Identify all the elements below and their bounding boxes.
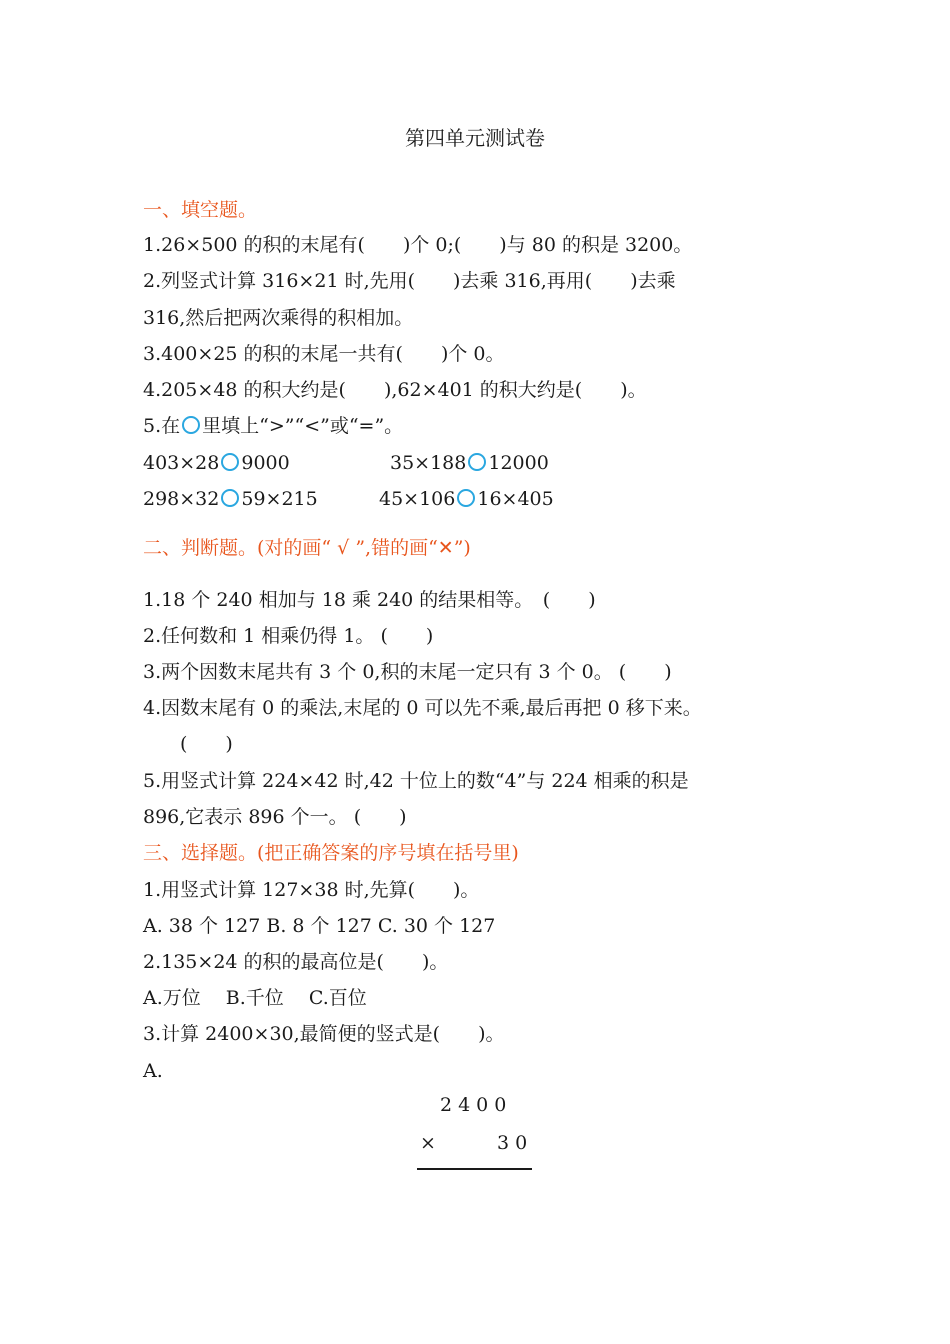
- fill-question-3: 3.400×25 的积的末尾一共有( )个 0。: [143, 343, 505, 365]
- answer-circle-icon[interactable]: [221, 489, 239, 507]
- vertical-multiplier: 30: [497, 1132, 534, 1154]
- vertical-multiplicand: 2400: [440, 1094, 513, 1116]
- choice-question-3: 3.计算 2400×30,最简便的竖式是( )。: [143, 1023, 505, 1045]
- comparison-1-left: 403×28: [143, 452, 220, 474]
- vertical-times-sign: ×: [420, 1132, 442, 1154]
- section-fill-heading: 一、填空题。: [143, 199, 258, 221]
- answer-circle-icon[interactable]: [457, 489, 475, 507]
- judge-question-2: 2.任何数和 1 相乘仍得 1。 ( ): [143, 625, 434, 647]
- comparison-1: [143, 450, 290, 476]
- choice-question-3-option-a: A.: [143, 1060, 163, 1082]
- comparison-1-right: 9000: [241, 452, 290, 474]
- comparison-2: [390, 450, 549, 476]
- page-title: 第四单元测试卷: [405, 126, 545, 150]
- judge-question-5-line-1: 5.用竖式计算 224×42 时,42 十位上的数“4”与 224 相乘的积是: [143, 770, 689, 792]
- vertical-underline: [417, 1168, 532, 1170]
- section-judge-heading: 二、判断题。(对的画“ √ ”,错的画“✕”): [143, 537, 471, 559]
- judge-question-1: 1.18 个 240 相加与 18 乘 240 的结果相等。 ( ): [143, 589, 596, 611]
- section-choice-heading: 三、选择题。(把正确答案的序号填在括号里): [143, 842, 519, 864]
- judge-question-4-answer-paren: ( ): [180, 733, 233, 755]
- comparison-4-left: 45×106: [379, 488, 456, 510]
- answer-circle-icon[interactable]: [468, 453, 486, 471]
- comparison-3: [143, 486, 318, 512]
- judge-question-3: 3.两个因数末尾共有 3 个 0,积的末尾一定只有 3 个 0。 ( ): [143, 661, 672, 683]
- comparison-3-right: 59×215: [241, 488, 318, 510]
- fill-question-4: 4.205×48 的积大约是( ),62×401 的积大约是( )。: [143, 379, 647, 401]
- choice-question-1-options: A. 38 个 127 B. 8 个 127 C. 30 个 127: [143, 915, 496, 937]
- choice-question-2-options: A.万位 B.千位 C.百位: [143, 987, 367, 1009]
- fill-question-1: 1.26×500 的积的末尾有( )个 0;( )与 80 的积是 3200。: [143, 234, 693, 256]
- choice-question-2: 2.135×24 的积的最高位是( )。: [143, 951, 449, 973]
- fill-question-5-prefix: 5.在: [143, 415, 181, 437]
- choice-question-1: 1.用竖式计算 127×38 时,先算( )。: [143, 879, 480, 901]
- fill-question-2-line-2: 316,然后把两次乘得的积相加。: [143, 307, 414, 329]
- comparison-4-right: 16×405: [477, 488, 554, 510]
- comparison-3-left: 298×32: [143, 488, 220, 510]
- comparison-2-right: 12000: [488, 452, 549, 474]
- fill-question-5-suffix: 里填上“>”“<”或“=”。: [202, 415, 404, 437]
- answer-circle-icon[interactable]: [182, 416, 200, 434]
- comparison-2-left: 35×188: [390, 452, 467, 474]
- judge-question-5-line-2: 896,它表示 896 个一。 ( ): [143, 806, 407, 828]
- fill-question-5: [143, 413, 403, 439]
- fill-question-2-line-1: 2.列竖式计算 316×21 时,先用( )去乘 316,再用( )去乘: [143, 270, 676, 292]
- comparison-4: [379, 486, 554, 512]
- answer-circle-icon[interactable]: [221, 453, 239, 471]
- judge-question-4-line-1: 4.因数末尾有 0 的乘法,末尾的 0 可以先不乘,最后再把 0 移下来。: [143, 697, 702, 719]
